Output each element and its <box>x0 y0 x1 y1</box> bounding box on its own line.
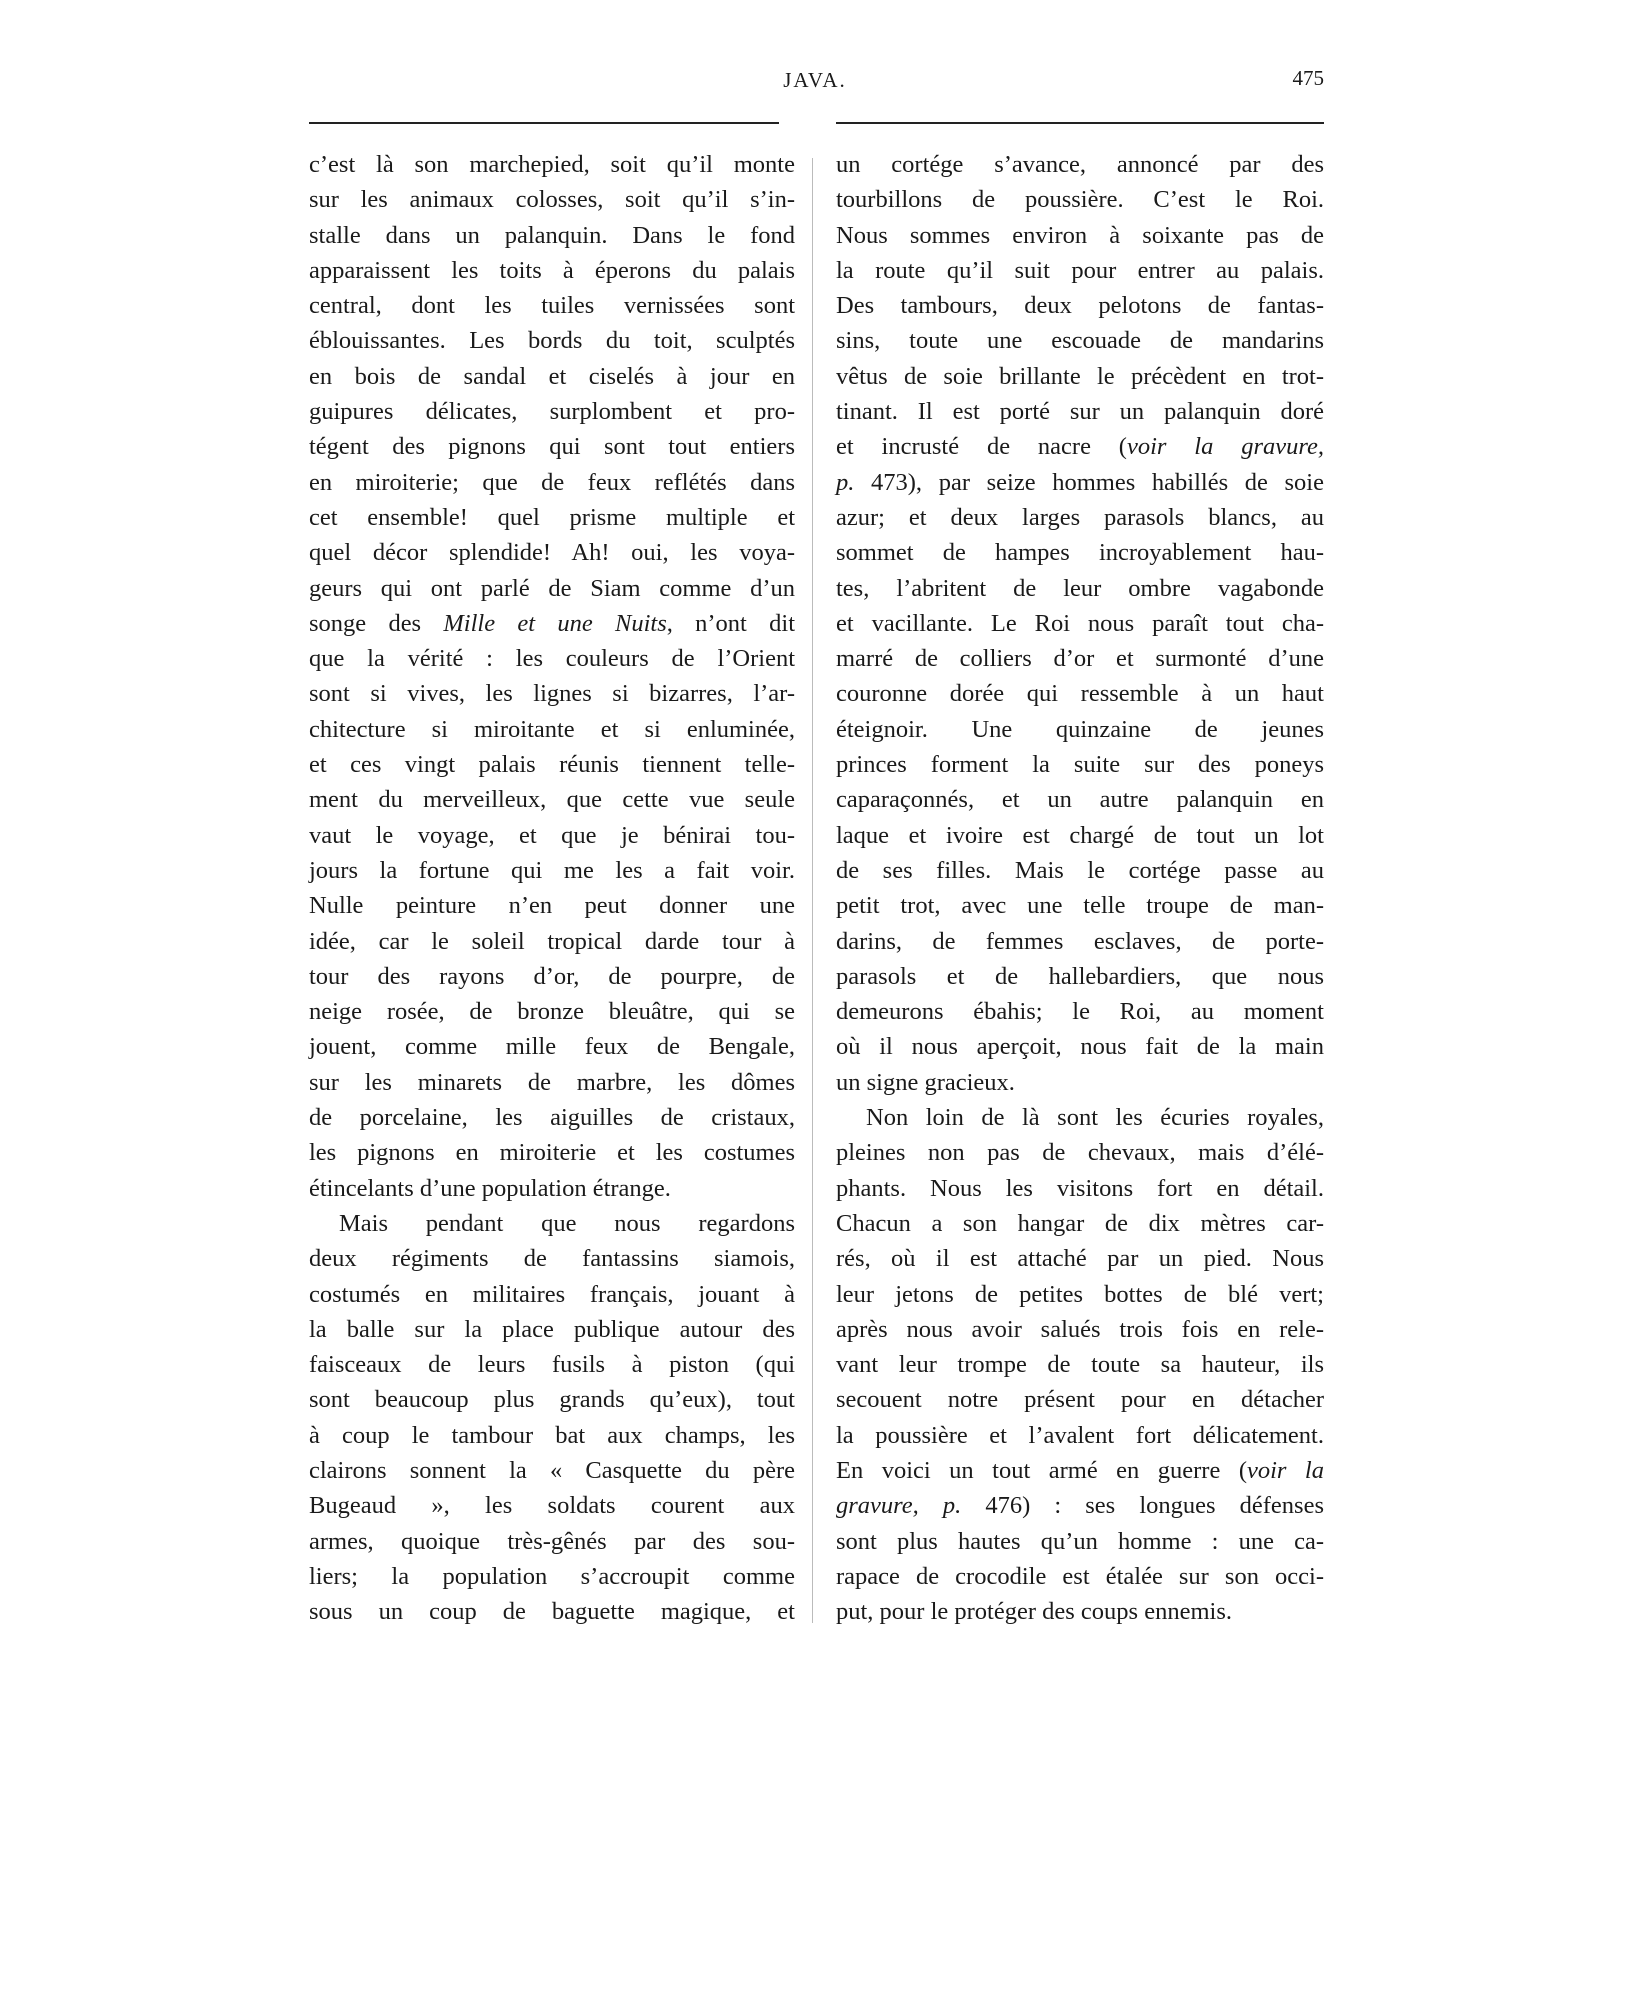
text-line: Nous sommes environ à soixante pas de <box>836 221 1324 249</box>
text-line <box>836 1488 1324 1523</box>
left-column <box>309 147 795 1629</box>
text-line: neige rosée, de bronze bleuâtre, qui se <box>309 998 795 1026</box>
text-line: cet ensemble! quel prisme multiple et <box>309 503 795 531</box>
text-line <box>836 1453 1324 1488</box>
text-line <box>309 606 795 641</box>
text-line: darins, de femmes esclaves, de porte- <box>836 927 1324 955</box>
text-line: jouent, comme mille feux de Bengale, <box>309 1033 795 1061</box>
text-line: sommet de hampes incroyablement hau- <box>836 539 1324 567</box>
text-line: laque et ivoire est chargé de tout un lot <box>836 821 1324 849</box>
text-line: rapace de crocodile est étalée sur son occi- <box>836 1562 1324 1590</box>
text-line: où il nous aperçoit, nous fait de la main <box>836 1033 1324 1061</box>
text-line: c’est là son marchepied, soit qu’il monte <box>309 151 795 178</box>
text-line: clairons sonnent la « Casquette du père <box>309 1456 795 1484</box>
running-title: JAVA. <box>783 68 847 92</box>
italic-text: gravure, p. <box>836 1492 962 1520</box>
text-line: put, pour le protéger des coups ennemis. <box>836 1598 1232 1626</box>
text-line: en miroiterie; que de feux reflétés dans <box>309 468 795 496</box>
text-line: petit trot, avec une telle troupe de man- <box>836 892 1324 920</box>
text-line: la route qu’il suit pour entrer au palais. <box>836 256 1324 284</box>
text-line: parasols et de hallebardiers, que nous <box>836 962 1324 990</box>
text-line: un cortége s’avance, annoncé par des <box>836 151 1324 178</box>
header-rule-left <box>309 122 779 124</box>
text-segment: En voici un tout armé en guerre ( <box>836 1456 1247 1484</box>
text-line <box>836 465 1324 500</box>
text-line: les pignons en miroiterie et les costumes <box>309 1139 795 1167</box>
text-segment: et incrusté de nacre ( <box>836 433 1127 461</box>
text-line: faisceaux de leurs fusils à piston (qui <box>309 1351 795 1379</box>
text-line: sins, toute une escouade de mandarins <box>836 327 1324 355</box>
text-line: caparaçonnés, et un autre palanquin en <box>836 786 1324 814</box>
text-line: éteignoir. Une quinzaine de jeunes <box>836 715 1324 743</box>
text-line: éblouissantes. Les bords du toit, sculptés <box>309 327 795 355</box>
text-line: jours la fortune qui me les a fait voir. <box>309 856 795 884</box>
text-line: princes forment la suite sur des poneys <box>836 751 1324 779</box>
text-line: à coup le tambour bat aux champs, les <box>309 1421 795 1449</box>
text-line: pleines non pas de chevaux, mais d’élé- <box>836 1139 1324 1167</box>
text-line: sont plus hautes qu’un homme : une ca- <box>836 1527 1324 1555</box>
text-line: de ses filles. Mais le cortége passe au <box>836 856 1324 884</box>
italic-text: voir la gravure, <box>1126 433 1324 461</box>
text-line: tégent des pignons qui sont tout entiers <box>309 433 795 461</box>
text-line: après nous avoir salués trois fois en rele- <box>836 1315 1324 1343</box>
text-line: Des tambours, deux pelotons de fantas- <box>836 292 1324 320</box>
text-line: phants. Nous les visitons fort en détail. <box>836 1174 1324 1202</box>
text-line: idée, car le soleil tropical darde tour à <box>309 927 795 955</box>
text-line: la balle sur la place publique autour des <box>309 1315 795 1343</box>
text-line: armes, quoique très-gênés par des sou- <box>309 1527 795 1555</box>
text-line: vant leur trompe de toute sa hauteur, ils <box>836 1351 1324 1379</box>
text-line: leur jetons de petites bottes de blé vert; <box>836 1280 1324 1308</box>
text-line: secouent notre présent pour en détacher <box>836 1386 1324 1414</box>
italic-text: p. <box>836 468 855 496</box>
text-line: un signe gracieux. <box>836 1068 1015 1096</box>
text-line: tinant. Il est porté sur un palanquin doré <box>836 398 1324 426</box>
text-line: rés, où il est attaché par un pied. Nous <box>836 1245 1324 1273</box>
text-line: et ces vingt palais réunis tiennent telle- <box>309 751 795 779</box>
text-line: Chacun a son hangar de dix mètres car- <box>836 1209 1324 1237</box>
text-segment: 473), par seize hommes habillés de soie <box>854 468 1324 496</box>
text-line: ment du merveilleux, que cette vue seule <box>309 786 795 814</box>
text-line: couronne dorée qui ressemble à un haut <box>836 680 1324 708</box>
column-divider <box>812 158 813 1623</box>
text-line: chitecture si miroitante et si enluminée, <box>309 715 795 743</box>
text-line: azur; et deux larges parasols blancs, au <box>836 503 1324 531</box>
text-line: tes, l’abritent de leur ombre vagabonde <box>836 574 1324 602</box>
text-line: costumés en militaires français, jouant à <box>309 1280 795 1308</box>
text-line: Mais pendant que nous regardons <box>339 1209 795 1237</box>
text-line: sur les animaux colosses, soit qu’il s’in- <box>309 186 795 214</box>
text-line: la poussière et l’avalent fort délicatement. <box>836 1421 1324 1449</box>
italic-text: voir la <box>1246 1456 1324 1484</box>
text-line: demeurons ébahis; le Roi, au moment <box>836 998 1324 1026</box>
text-line: tourbillons de poussière. C’est le Roi. <box>836 186 1324 214</box>
italic-text: Mille et une Nuits <box>443 609 667 637</box>
text-line: Non loin de là sont les écuries royales, <box>866 1104 1324 1132</box>
text-line: sur les minarets de marbre, les dômes <box>309 1068 795 1096</box>
text-line: sous un coup de baguette magique, et <box>309 1598 795 1626</box>
text-line: apparaissent les toits à éperons du palais <box>309 256 795 284</box>
text-line: Nulle peinture n’en peut donner une <box>309 892 795 920</box>
text-line: Bugeaud », les soldats courent aux <box>309 1492 795 1520</box>
text-line: sont si vives, les lignes si bizarres, l’ar- <box>309 680 795 708</box>
text-segment: songe des <box>309 609 444 637</box>
text-line: de porcelaine, les aiguilles de cristaux, <box>309 1104 795 1132</box>
text-line: liers; la population s’accroupit comme <box>309 1562 795 1590</box>
page-number: 475 <box>1292 66 1324 90</box>
text-line: central, dont les tuiles vernissées sont <box>309 292 795 320</box>
text-line <box>836 429 1324 464</box>
text-line: guipures délicates, surplombent et pro- <box>309 398 795 426</box>
text-line: marré de colliers d’or et surmonté d’une <box>836 645 1324 673</box>
text-line: vaut le voyage, et que je bénirai tou- <box>309 821 795 849</box>
text-line: vêtus de soie brillante le précèdent en trot- <box>836 362 1324 390</box>
text-line: étincelants d’une population étrange. <box>309 1174 671 1202</box>
text-line: geurs qui ont parlé de Siam comme d’un <box>309 574 795 602</box>
text-line: quel décor splendide! Ah! oui, les voya- <box>309 539 795 567</box>
text-line: que la vérité : les couleurs de l’Orient <box>309 645 795 673</box>
header-rule-right <box>836 122 1324 124</box>
text-line: en bois de sandal et ciselés à jour en <box>309 362 795 390</box>
text-line: stalle dans un palanquin. Dans le fond <box>309 221 795 249</box>
text-segment: 476) : ses longues défenses <box>961 1492 1324 1520</box>
text-line: sont beaucoup plus grands qu’eux), tout <box>309 1386 795 1414</box>
right-column <box>836 147 1324 1629</box>
text-line: et vacillante. Le Roi nous paraît tout cha- <box>836 609 1324 637</box>
text-line: deux régiments de fantassins siamois, <box>309 1245 795 1273</box>
text-line: tour des rayons d’or, de pourpre, de <box>309 962 795 990</box>
text-segment: , n’ont dit <box>666 609 795 637</box>
